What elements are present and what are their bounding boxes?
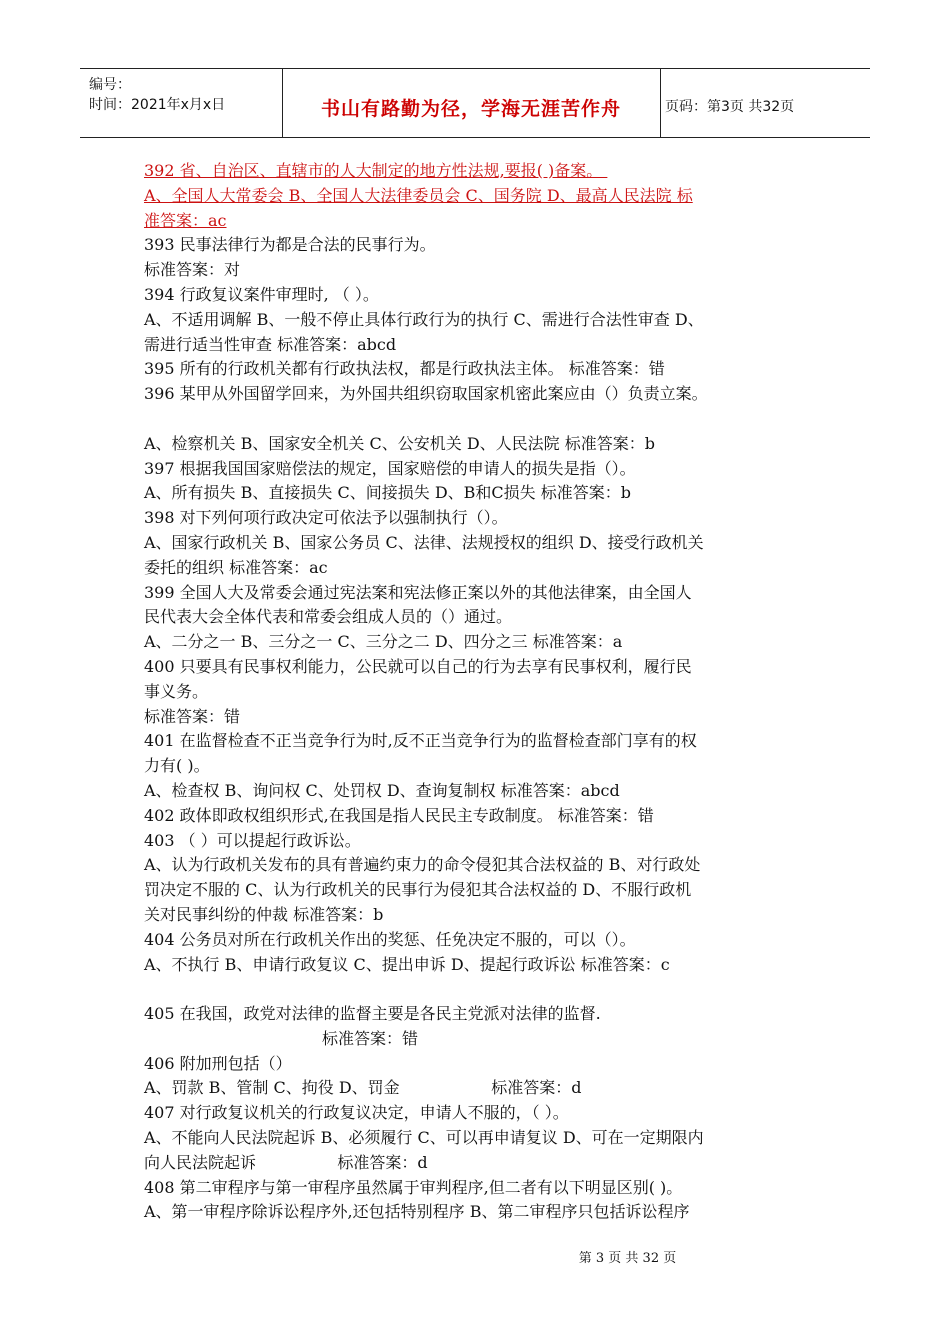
text-line [144, 407, 824, 432]
page-footer: 第 3 页 共 32 页 [578, 1251, 677, 1266]
text-line: 395 所有的行政机关都有行政执法权，都是行政执法主体。 标准答案：错 [144, 359, 665, 379]
text-line: 399 全国人大及常委会通过宪法案和宪法修正案以外的其他法律案，由全国人 [144, 582, 692, 602]
text-line: 准答案：ac [144, 210, 227, 230]
document-date-label: 时间：2021年x月x日 [89, 97, 226, 113]
text-line: A、罚款 B、管制 C、拘役 D、罚金 标准答案：d [144, 1078, 582, 1098]
text-line: 403 （ ）可以提起行政诉讼。 [144, 830, 361, 850]
text-line: 事义务。 [144, 681, 209, 701]
text-line: 委托的组织 标准答案：ac [144, 557, 328, 577]
text-line: A、所有损失 B、直接损失 C、间接损失 D、B和C损失 标准答案：b [144, 483, 631, 503]
text-line: A、二分之一 B、三分之一 C、三分之二 D、四分之三 标准答案：a [144, 632, 623, 652]
header-motto: 书山有路勤为径，学海无涯苦作舟 [320, 98, 621, 120]
text-line: 罚决定不服的 C、认为行政机关的民事行为侵犯其合法权益的 D、不服行政机 [144, 880, 692, 900]
text-line: 标准答案：错 [144, 706, 241, 726]
text-line: 标准答案：错 [144, 1028, 419, 1048]
document-body [144, 159, 824, 1225]
text-line: 396 某甲从外国留学回来，为外国共组织窃取国家机密此案应由（）负责立案。 [144, 384, 708, 404]
text-line: 401 在监督检查不正当竞争行为时,反不正当竞争行为的监督检查部门享有的权 [144, 731, 697, 751]
text-line: A、认为行政机关发布的具有普遍约束力的命令侵犯其合法权益的 B、对行政处 [144, 855, 701, 875]
text-line: A、不能向人民法院起诉 B、必须履行 C、可以再申请复议 D、可在一定期限内 [144, 1128, 704, 1148]
text-line: 397 根据我国国家赔偿法的规定，国家赔偿的申请人的损失是指（）。 [144, 458, 636, 478]
text-line: A、全国人大常委会 B、全国人大法律委员会 C、国务院 D、最高人民法院 标 [144, 185, 693, 205]
header-page-number: 页码：第3页 共32页 [665, 99, 795, 115]
text-line: 394 行政复议案件审理时, （ ）。 [144, 284, 379, 304]
text-line: 407 对行政复议机关的行政复议决定，申请人不服的，（ ）。 [144, 1103, 569, 1123]
text-line: 392 省、自治区、直辖市的人大制定的地方性法规,要报( )备案。 [144, 161, 608, 180]
text-line [144, 977, 824, 1002]
text-line: 向人民法院起诉 标准答案：d [144, 1152, 428, 1172]
text-line: 需进行适当性审查 标准答案：abcd [144, 334, 397, 354]
text-line: 393 民事法律行为都是合法的民事行为。 [144, 235, 436, 255]
text-line: 398 对下列何项行政决定可依法予以强制执行（）。 [144, 508, 508, 528]
header-page-cell [660, 69, 870, 137]
text-line: A、不适用调解 B、一般不停止具体行政行为的执行 C、需进行合法性审查 D、 [144, 309, 704, 329]
text-line: 404 公务员对所在行政机关作出的奖惩、任免决定不服的，可以（）。 [144, 929, 636, 949]
header-info-cell [80, 69, 283, 137]
text-line: 402 政体即政权组织形式,在我国是指人民民主专政制度。 标准答案：错 [144, 805, 654, 825]
text-line: A、第一审程序除诉讼程序外,还包括特别程序 B、第二审程序只包括诉讼程序 [144, 1202, 690, 1222]
text-line: 408 第二审程序与第一审程序虽然属于审判程序,但二者有以下明显区别( )。 [144, 1177, 683, 1197]
text-line: 400 只要具有民事权利能力，公民就可以自己的行为去享有民事权利，履行民 [144, 656, 692, 676]
document-number-label: 编号： [89, 77, 131, 93]
text-line: 405 在我国，政党对法律的监督主要是各民主党派对法律的监督. [144, 1004, 601, 1024]
text-line: A、国家行政机关 B、国家公务员 C、法律、法规授权的组织 D、接受行政机关 [144, 532, 704, 552]
text-line: A、检察机关 B、国家安全机关 C、公安机关 D、人民法院 标准答案：b [144, 433, 655, 453]
page-header [80, 68, 870, 138]
text-line: A、不执行 B、申请行政复议 C、提出申诉 D、提起行政诉讼 标准答案：c [144, 954, 670, 974]
text-line: 406 附加刑包括（） [144, 1053, 292, 1073]
header-motto-cell [282, 69, 661, 137]
text-line: 民代表大会全体代表和常委会组成人员的（）通过。 [144, 607, 513, 627]
text-line: 关对民事纠纷的仲裁 标准答案：b [144, 904, 384, 924]
text-line: A、检查权 B、询问权 C、处罚权 D、查询复制权 标准答案：abcd [144, 780, 620, 800]
text-line: 标准答案：对 [144, 260, 241, 280]
text-line: 力有( )。 [144, 756, 210, 776]
